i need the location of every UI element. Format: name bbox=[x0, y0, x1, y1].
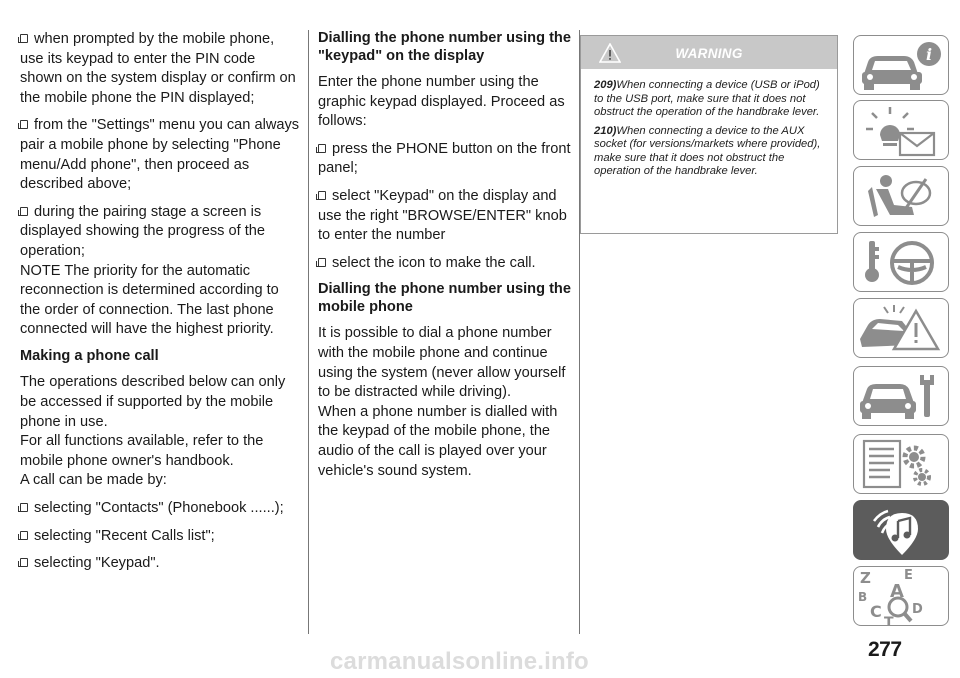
bullet-item: selecting "Contacts" (Phonebook ......); bbox=[20, 499, 300, 519]
paragraph: A call can be made by: bbox=[20, 472, 167, 489]
checkbox-bullet-icon bbox=[318, 191, 326, 200]
section-heading: Dialling the phone number using the mobile phone bbox=[318, 281, 571, 315]
page-number: 277 bbox=[868, 638, 902, 661]
tab-maintenance[interactable] bbox=[853, 366, 949, 426]
bullet-item: selecting "Keypad". bbox=[20, 554, 300, 574]
car-crash-warning-icon bbox=[854, 299, 949, 358]
key-steering-wheel-icon bbox=[854, 233, 949, 292]
warning-item: 209)When connecting a device (USB or iPod) to the USB port, make sure that it does not obstruct the operation of the handbrake lever. bbox=[594, 79, 820, 118]
note-paragraph: NOTE The priority for the automatic reconnection is determined according to the order of connection. The last phone connected will have the highest priority. bbox=[20, 262, 279, 338]
seat-airbag-icon bbox=[854, 167, 949, 226]
tab-car-info[interactable] bbox=[853, 35, 949, 95]
warning-lights-mail-icon bbox=[854, 101, 949, 160]
checkbox-bullet-icon bbox=[20, 531, 28, 540]
tab-technical-data[interactable] bbox=[853, 434, 949, 494]
paragraph: The operations described below can only be accessed if supported by the mobile phone in use. bbox=[20, 374, 286, 430]
checkbox-bullet-icon bbox=[20, 34, 28, 43]
column-divider bbox=[308, 30, 309, 634]
index-letter: C bbox=[870, 602, 882, 621]
checkbox-bullet-icon bbox=[20, 120, 28, 129]
tab-warning-lights[interactable] bbox=[853, 100, 949, 160]
section-heading: Making a phone call bbox=[20, 347, 159, 364]
bullet-item: selecting "Recent Calls list"; bbox=[20, 527, 300, 547]
warning-title: WARNING bbox=[675, 46, 743, 61]
section-heading: Dialling the phone number using the "keypad" on the display bbox=[318, 30, 571, 64]
list-gears-icon bbox=[854, 435, 949, 494]
warning-header bbox=[581, 36, 837, 69]
index-letter: D bbox=[912, 602, 923, 617]
middle-column bbox=[318, 30, 580, 489]
watermark: carmanualsonline.info bbox=[330, 648, 589, 675]
tab-safety[interactable] bbox=[853, 166, 949, 226]
warning-item: 210)When connecting a device to the AUX socket (for versions/markets where provided), make sure that it does not obstruct the operation of the handbrake lever. bbox=[594, 124, 821, 177]
index-letter: B bbox=[858, 590, 868, 604]
index-letter: A bbox=[890, 581, 904, 602]
car-wrench-icon bbox=[854, 367, 949, 426]
warning-box bbox=[580, 35, 838, 234]
checkbox-bullet-icon bbox=[20, 558, 28, 567]
tab-starting-driving[interactable] bbox=[853, 232, 949, 292]
checkbox-bullet-icon bbox=[20, 207, 28, 216]
bullet-item: select "Keypad" on the display and use the right "BROWSE/ENTER" knob to enter the number bbox=[318, 187, 567, 244]
checkbox-bullet-icon bbox=[318, 258, 326, 267]
checkbox-bullet-icon bbox=[318, 144, 326, 153]
tab-emergency[interactable] bbox=[853, 298, 949, 358]
bullet-item: when prompted by the mobile phone, use its keypad to enter the PIN code shown on the system display or confirm on the mobile phone the PIN displayed; bbox=[20, 31, 296, 106]
index-letter: E bbox=[904, 568, 913, 583]
alphabetical-index-icon bbox=[854, 567, 949, 626]
left-column bbox=[20, 30, 300, 582]
tab-multimedia[interactable] bbox=[853, 500, 949, 560]
warning-body bbox=[581, 69, 837, 179]
bullet-item: from the "Settings" menu you can always pair a mobile phone by selecting "Phone menu/Add phone", then proceed as described above; bbox=[20, 117, 300, 193]
multimedia-navigation-icon bbox=[854, 501, 949, 560]
svg-text:i: i bbox=[925, 45, 933, 64]
paragraph: Enter the phone number using the graphic keypad displayed. Proceed as follows: bbox=[318, 74, 565, 130]
paragraph: It is possible to dial a phone number with the mobile phone and continue using the system (never allow yourself to be distracted while driving). bbox=[318, 325, 566, 401]
bullet-item: during the pairing stage a screen is displayed showing the progress of the operation; bbox=[20, 203, 266, 259]
tab-index[interactable] bbox=[853, 566, 949, 626]
checkbox-bullet-icon bbox=[20, 503, 28, 512]
car-info-icon bbox=[854, 36, 949, 95]
index-letter: T bbox=[884, 615, 894, 627]
bullet-item: select the icon to make the call. bbox=[318, 254, 580, 274]
paragraph: When a phone number is dialled with the keypad of the mobile phone, the audio of the call is played over your vehicle's sound system. bbox=[318, 403, 558, 479]
bullet-item: press the PHONE button on the front panel; bbox=[318, 140, 571, 177]
paragraph: For all functions available, refer to the mobile phone owner's handbook. bbox=[20, 433, 264, 469]
index-letter: Z bbox=[860, 569, 871, 587]
